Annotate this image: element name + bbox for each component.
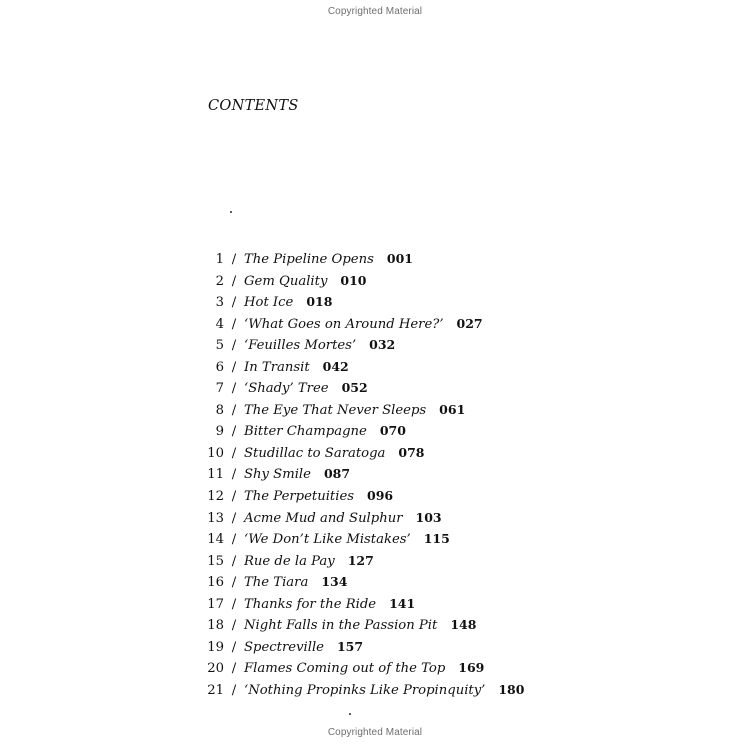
toc-entry [200,377,524,399]
chapter-separator: / [231,381,237,397]
chapter-separator: / [231,316,237,332]
toc-entry [200,399,524,421]
chapter-number: 21 [207,682,224,698]
chapter-page-number: 127 [347,552,374,568]
toc-entry [200,334,524,356]
chapter-number: 13 [207,510,224,526]
toc-entry [200,248,524,270]
chapter-separator: / [231,402,237,418]
chapter-separator: / [231,661,237,677]
chapter-number: 10 [207,445,224,461]
chapter-number: 15 [207,553,224,569]
chapter-title: Rue de la Pay [244,553,335,569]
chapter-title: ‘We Don’t Like Mistakes’ [244,532,411,548]
toc-entry [200,442,524,464]
chapter-number: 14 [207,532,224,548]
chapter-title: The Tiara [244,575,309,591]
chapter-number: 16 [207,575,224,591]
chapter-page-number: 169 [458,660,485,676]
toc-entry [200,614,524,636]
chapter-separator: / [231,467,237,483]
chapter-separator: / [231,338,237,354]
chapter-number: 3 [215,295,224,311]
chapter-separator: / [231,639,237,655]
chapter-page-number: 061 [439,401,466,417]
table-of-contents [200,248,524,700]
chapter-page-number: 103 [415,509,442,525]
chapter-number: 19 [207,639,224,655]
chapter-page-number: 141 [389,595,416,611]
chapter-title: In Transit [244,359,310,375]
chapter-title: Thanks for the Ride [244,596,377,612]
print-speck [230,211,232,213]
copyright-watermark-top: Copyrighted Material [327,6,423,17]
chapter-page-number: 087 [323,466,351,482]
chapter-page-number: 070 [379,423,406,439]
chapter-separator: / [231,489,237,505]
chapter-page-number: 052 [341,380,368,396]
chapter-number: 12 [207,489,224,505]
chapter-separator: / [231,618,237,634]
chapter-page-number: 180 [498,681,525,697]
toc-entry [200,270,524,292]
toc-entry [200,313,524,335]
chapter-page-number: 148 [450,617,477,633]
toc-entry [200,291,524,313]
chapter-title: ‘What Goes on Around Here?’ [244,316,444,332]
chapter-page-number: 042 [322,358,349,374]
chapter-page-number: 001 [386,251,413,266]
toc-entry [200,463,524,485]
contents-heading: CONTENTS [208,98,299,114]
chapter-page-number: 018 [306,294,333,310]
chapter-number: 11 [207,467,224,483]
chapter-number: 18 [207,618,224,634]
chapter-separator: / [231,510,237,526]
chapter-number: 2 [215,273,224,289]
toc-entry [200,528,524,550]
chapter-separator: / [231,359,237,375]
toc-entry [200,507,524,529]
chapter-page-number: 134 [321,574,348,590]
toc-entry [200,485,524,507]
chapter-page-number: 032 [369,337,396,353]
chapter-title: Studillac to Saratoga [244,445,386,461]
chapter-number: 17 [207,596,224,612]
chapter-number: 4 [215,316,224,332]
toc-entry [200,356,524,378]
chapter-separator: / [231,424,237,440]
chapter-number: 7 [215,381,224,397]
chapter-title: Hot Ice [244,295,294,311]
chapter-title: Night Falls in the Passion Pit [244,618,438,634]
chapter-separator: / [231,596,237,612]
chapter-title: ‘Feuilles Mortes’ [244,338,357,354]
chapter-title: Gem Quality [244,273,328,289]
chapter-page-number: 010 [340,272,367,288]
chapter-title: The Eye That Never Sleeps [244,402,427,418]
toc-entry [200,550,524,572]
chapter-page-number: 157 [336,638,364,654]
print-speck [349,713,351,715]
chapter-separator: / [231,532,237,548]
chapter-separator: / [231,682,237,698]
toc-entry [200,571,524,593]
chapter-number: 9 [215,424,224,440]
chapter-number: 20 [207,661,224,677]
chapter-separator: / [231,575,237,591]
chapter-title: Shy Smile [244,467,311,483]
chapter-page-number: 027 [456,315,483,331]
chapter-separator: / [231,295,237,311]
chapter-separator: / [231,445,237,461]
chapter-number: 8 [215,402,224,418]
chapter-title: Bitter Champagne [244,424,367,440]
chapter-title: The Pipeline Opens [244,252,374,267]
chapter-number: 1 [215,252,224,267]
toc-entry [200,420,524,442]
toc-entry [200,679,524,701]
toc-entry [200,657,524,679]
chapter-title: ‘Shady’ Tree [244,381,329,397]
chapter-page-number: 115 [423,531,450,547]
chapter-title: Spectreville [244,639,324,655]
chapter-page-number: 078 [398,444,425,460]
toc-entry [200,636,524,658]
chapter-title: ‘Nothing Propinks Like Propinquity’ [244,682,486,698]
chapter-separator: / [231,273,237,289]
toc-entry [200,593,524,615]
copyright-watermark-bottom: Copyrighted Material [327,727,423,738]
chapter-number: 5 [215,338,224,354]
chapter-number: 6 [215,359,224,375]
chapter-page-number: 096 [367,488,394,504]
chapter-separator: / [231,553,237,569]
chapter-separator: / [231,252,237,267]
chapter-title: Flames Coming out of the Top [244,661,446,677]
chapter-title: Acme Mud and Sulphur [244,510,403,526]
chapter-title: The Perpetuities [244,489,355,505]
